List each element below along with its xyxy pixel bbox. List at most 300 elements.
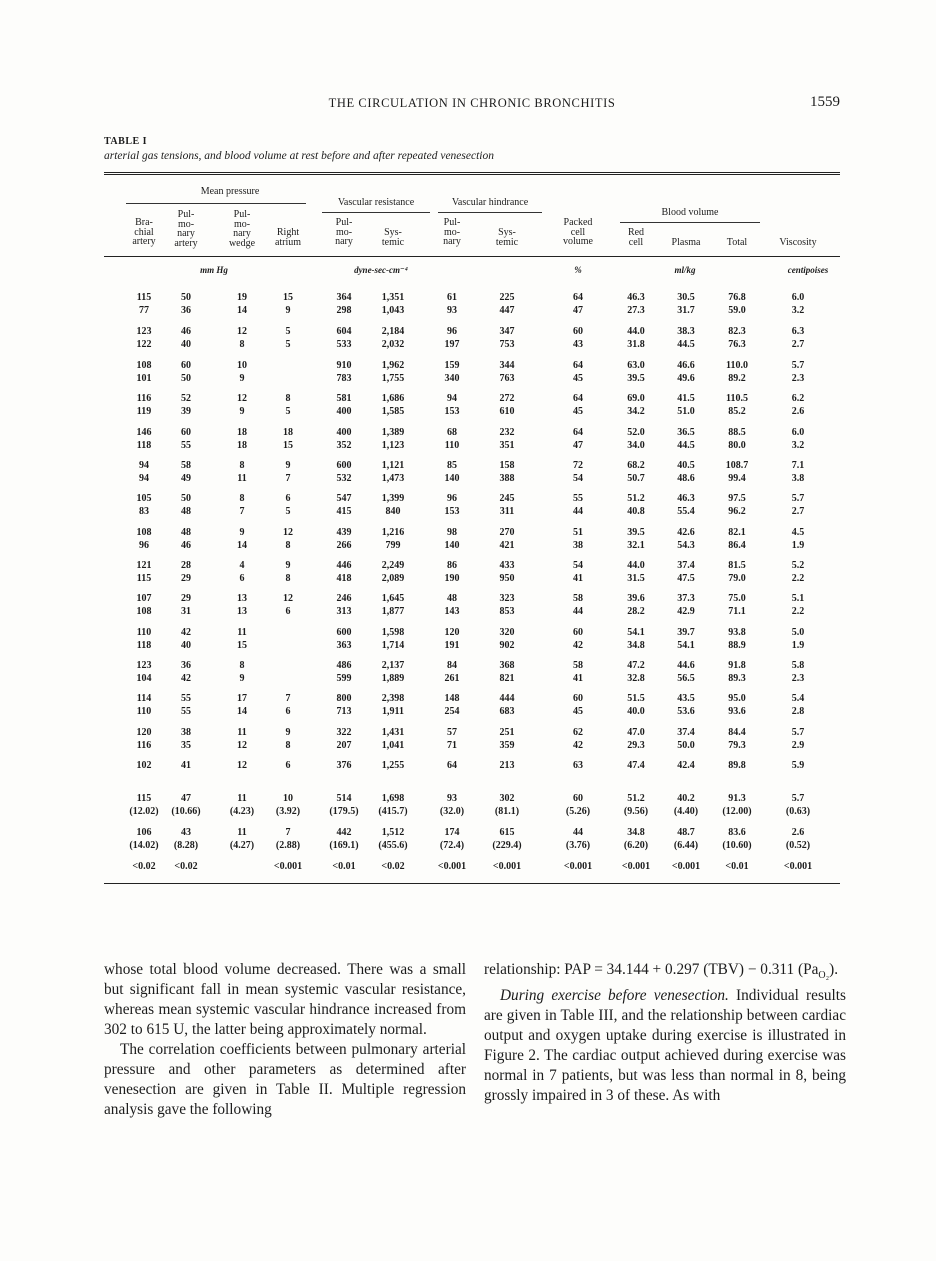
table-cell: 94 [139, 460, 149, 471]
summary-cell: 51.2 [627, 793, 645, 804]
unit-resistance: dyne-sec-cm⁻⁴ [354, 265, 408, 275]
summary-cell: (3.92) [275, 806, 301, 817]
table-cell: 5 [285, 406, 291, 417]
table-cell: 1,877 [381, 606, 405, 617]
table-cell: 9 [285, 560, 291, 571]
summary-cell: <0.01 [332, 861, 356, 872]
summary-cell: 5.7 [791, 793, 805, 804]
table-cell: 95.0 [728, 693, 746, 704]
table-cell: 1,889 [381, 673, 405, 684]
table-cell: 76.3 [728, 339, 746, 350]
table-cell: 84.4 [728, 727, 746, 738]
table-cell: 261 [444, 673, 460, 684]
table-cell: 29 [181, 573, 191, 584]
group-vascular-resistance: Vascular resistance [337, 197, 415, 208]
table-cell: 311 [499, 506, 515, 517]
table-cell: 140 [444, 473, 460, 484]
table-cell: 376 [336, 760, 352, 771]
table-cell: 18 [283, 427, 293, 438]
table-cell: 444 [499, 693, 515, 704]
summary-cell: (32.0) [439, 806, 465, 817]
table-cell: 246 [336, 593, 352, 604]
table-cell: 13 [237, 606, 247, 617]
table-cell: 88.9 [728, 640, 746, 651]
regression-formula [484, 960, 846, 986]
summary-cell: 1,512 [381, 827, 405, 838]
table-cell: 1,041 [381, 740, 405, 751]
table-cell: 213 [499, 760, 515, 771]
table-cell: 80.0 [728, 440, 746, 451]
table-cell: 5.7 [791, 493, 805, 504]
table-cell: 5.1 [791, 593, 805, 604]
table-cell: 8 [239, 339, 245, 350]
table-cell: 421 [499, 540, 515, 551]
table-cell: 123 [136, 660, 152, 671]
table-cell: 93 [447, 305, 457, 316]
summary-cell: (6.20) [623, 840, 649, 851]
table-cell: 37.4 [677, 727, 695, 738]
table-cell: 91.8 [728, 660, 746, 671]
table-cell: 97.5 [728, 493, 746, 504]
summary-cell: (9.56) [623, 806, 649, 817]
table-cell: 110.0 [726, 360, 748, 371]
table-cell: 388 [499, 473, 515, 484]
summary-cell: <0.001 [621, 861, 651, 872]
summary-cell: <0.001 [783, 861, 813, 872]
body-paragraph [484, 986, 846, 1106]
table-cell: 50 [181, 292, 191, 303]
table-cell: 50.0 [677, 740, 695, 751]
table-cell: 9 [239, 527, 245, 538]
table-cell: 49.6 [677, 373, 695, 384]
table-cell: 69.0 [627, 393, 645, 404]
table-cell: 8 [285, 540, 291, 551]
table-cell: 359 [499, 740, 515, 751]
column-header: Right atrium [274, 227, 302, 248]
table-cell: 44.5 [677, 339, 695, 350]
table-cell: 272 [499, 393, 515, 404]
table-cell: 368 [499, 660, 515, 671]
table-cell: 46.3 [677, 493, 695, 504]
table-cell: 1.9 [791, 640, 805, 651]
table-cell: 31.7 [677, 305, 695, 316]
table-cell: 52 [181, 393, 191, 404]
table-cell: 42 [573, 740, 583, 751]
table-cell: 45 [573, 406, 583, 417]
summary-cell: 174 [444, 827, 460, 838]
summary-cell: <0.02 [381, 861, 405, 872]
body-column-right [484, 960, 846, 1106]
table-cell: 6 [285, 706, 291, 717]
table-cell: 37.4 [677, 560, 695, 571]
table-cell: 61 [447, 292, 457, 303]
table-cell: 36.5 [677, 427, 695, 438]
table-cell: 114 [136, 693, 152, 704]
table-cell: 853 [499, 606, 515, 617]
table-cell: 49 [181, 473, 191, 484]
table-cell: 44 [573, 506, 583, 517]
table-cell: 683 [499, 706, 515, 717]
table-cell: 55.4 [677, 506, 695, 517]
table-cell: 52.0 [627, 427, 645, 438]
table-cell: 89.3 [728, 673, 746, 684]
summary-cell: 34.8 [627, 827, 645, 838]
table-cell: 12 [237, 760, 247, 771]
table-cell: 19 [237, 292, 247, 303]
table-cell: 12 [237, 740, 247, 751]
summary-cell: (229.4) [492, 840, 522, 851]
table-cell: 2.7 [791, 506, 805, 517]
table-cell: 89.8 [728, 760, 746, 771]
table-cell: 1,216 [381, 527, 405, 538]
summary-cell: (0.63) [785, 806, 811, 817]
table-cell: 1,686 [381, 393, 405, 404]
summary-cell: (12.00) [722, 806, 752, 817]
table-cell: 88.5 [728, 427, 746, 438]
table-cell: 63.0 [627, 360, 645, 371]
table-cell: 55 [181, 693, 191, 704]
table-cell: 81.5 [728, 560, 746, 571]
table-cell: 783 [336, 373, 352, 384]
table-cell: 158 [499, 460, 515, 471]
table-cell: 298 [336, 305, 352, 316]
unit-volume: ml/kg [674, 265, 696, 275]
table-cell: 254 [444, 706, 460, 717]
table-cell: 5.7 [791, 727, 805, 738]
table-cell: 2.3 [791, 673, 805, 684]
summary-cell: (14.02) [129, 840, 159, 851]
table-cell: 8 [285, 740, 291, 751]
table-cell: 47.5 [677, 573, 695, 584]
table-cell: 43 [573, 339, 583, 350]
table-cell: 207 [336, 740, 352, 751]
table-cell: 54 [573, 560, 583, 571]
table-cell: 400 [336, 406, 352, 417]
table-cell: 153 [444, 506, 460, 517]
summary-cell: (4.23) [229, 806, 255, 817]
table-cell: 32.8 [627, 673, 645, 684]
table-cell: 64 [573, 393, 583, 404]
table-cell: 1,255 [381, 760, 405, 771]
table-cell: 60 [181, 427, 191, 438]
table-cell: 415 [336, 506, 352, 517]
table-cell: 197 [444, 339, 460, 350]
table-cell: 56.5 [677, 673, 695, 684]
table-cell: 5.8 [791, 660, 805, 671]
table-cell: 2.7 [791, 339, 805, 350]
table-cell: 71 [447, 740, 457, 751]
summary-cell: (12.02) [129, 806, 159, 817]
table-cell: 116 [136, 393, 152, 404]
table-cell: 347 [499, 326, 515, 337]
table-cell: 1,962 [381, 360, 405, 371]
column-header: Red cell [627, 227, 645, 248]
summary-cell: 1,698 [381, 793, 405, 804]
table-cell: 713 [336, 706, 352, 717]
table-cell: 320 [499, 627, 515, 638]
table-cell: 41 [573, 573, 583, 584]
table-cell: 48.6 [677, 473, 695, 484]
table-cell: 14 [237, 540, 247, 551]
body-paragraph: whose total blood volume decreased. There was a small but significant fall in mean systemic vascular resistance, whereas mean systemic vascular hindrance increased from 302 to 615 U, the latter being approximately normal. [104, 961, 466, 1038]
table-cell: 12 [237, 326, 247, 337]
table-cell: 115 [136, 292, 152, 303]
summary-cell: 115 [136, 793, 152, 804]
table-cell: 191 [444, 640, 460, 651]
table-cell: 9 [285, 460, 291, 471]
table-cell: 153 [444, 406, 460, 417]
table-cell: 447 [499, 305, 515, 316]
running-head-title: THE CIRCULATION IN CHRONIC BRONCHITIS [328, 96, 616, 110]
summary-cell: 615 [499, 827, 515, 838]
summary-cell: <0.001 [671, 861, 701, 872]
table-cell: 94 [447, 393, 457, 404]
table-cell: 143 [444, 606, 460, 617]
summary-cell: 11 [237, 793, 247, 804]
section-heading: During exercise before venesection. [500, 987, 729, 1005]
table-cell: 600 [336, 460, 352, 471]
table-cell: 110.5 [726, 393, 748, 404]
table-cell: 6.2 [791, 393, 805, 404]
summary-cell: 442 [336, 827, 352, 838]
table-cell: 94 [139, 473, 149, 484]
table-cell: 54.3 [677, 540, 695, 551]
summary-cell: 48.7 [677, 827, 695, 838]
table-cell: 85 [447, 460, 457, 471]
table-cell: 11 [237, 727, 247, 738]
table-cell: 352 [336, 440, 352, 451]
table-cell: 5 [285, 339, 291, 350]
table-cell: 68 [447, 427, 457, 438]
table-cell: 1,121 [381, 460, 405, 471]
page-number: 1559 [810, 94, 840, 110]
table-cell: 34.2 [627, 406, 645, 417]
table-cell: 55 [181, 706, 191, 717]
table-cell: 8 [285, 573, 291, 584]
table-cell: 82.1 [728, 527, 746, 538]
table-cell: 8 [285, 393, 291, 404]
summary-cell: 91.3 [728, 793, 746, 804]
summary-cell: <0.001 [437, 861, 467, 872]
table-cell: 84 [447, 660, 457, 671]
summary-cell: 44 [573, 827, 583, 838]
summary-cell: (81.1) [494, 806, 520, 817]
summary-cell: 11 [237, 827, 247, 838]
table-cell: 40.8 [627, 506, 645, 517]
table-cell: 6 [239, 573, 245, 584]
table-cell: 225 [499, 292, 515, 303]
table-cell: 115 [136, 573, 152, 584]
table-cell: 418 [336, 573, 352, 584]
table-cell: 364 [336, 292, 352, 303]
table-cell: 9 [285, 305, 291, 316]
table-cell: 85.2 [728, 406, 746, 417]
table-cell: 610 [499, 406, 515, 417]
table-cell: 17 [237, 693, 247, 704]
table-caption-text: arterial gas tensions, and blood volume at rest before and after repeated venesection [104, 150, 494, 162]
table-cell: 323 [499, 593, 515, 604]
summary-cell: 7 [285, 827, 291, 838]
table-cell: 116 [136, 740, 152, 751]
column-header: Bra- chial artery [132, 217, 156, 247]
summary-cell: 106 [136, 827, 152, 838]
table-cell: 763 [499, 373, 515, 384]
table-cell: 14 [237, 706, 247, 717]
table-cell: 18 [237, 427, 247, 438]
table-label: TABLE I [104, 136, 148, 147]
table-cell: 1,585 [381, 406, 405, 417]
table-cell: 108 [136, 527, 152, 538]
table-bottom-rule [104, 883, 840, 884]
table-cell: 71.1 [728, 606, 746, 617]
table-cell: 2,032 [381, 339, 405, 350]
table-cell: 902 [499, 640, 515, 651]
column-header: Pul- mo- nary artery [174, 209, 198, 249]
table-cell: 1,645 [381, 593, 405, 604]
table-cell: 79.0 [728, 573, 746, 584]
table-cell: 1,399 [381, 493, 405, 504]
table-cell: 7 [239, 506, 245, 517]
table-cell: 47.4 [627, 760, 645, 771]
body-paragraph: The correlation coefficients between pulmonary arterial pressure and other parameters as determined after venesection are given in Table II. Multiple regression analysis gave the following [104, 1041, 466, 1118]
table-cell: 50 [181, 373, 191, 384]
table-cell: 45 [573, 373, 583, 384]
table-cell: 351 [499, 440, 515, 451]
summary-cell: <0.001 [563, 861, 593, 872]
body-column-left [104, 960, 466, 1120]
table-cell: 1.9 [791, 540, 805, 551]
table-cell: 439 [336, 527, 352, 538]
table-cell: 110 [136, 627, 152, 638]
table-cell: 9 [239, 406, 245, 417]
table-cell: 251 [499, 727, 515, 738]
table-cell: 45 [573, 706, 583, 717]
table-cell: 2,184 [381, 326, 405, 337]
table-cell: 54 [573, 473, 583, 484]
table-cell: 29.3 [627, 740, 645, 751]
table-cell: 1,351 [381, 292, 405, 303]
table-cell: 2.3 [791, 373, 805, 384]
table-cell: 58 [573, 660, 583, 671]
table-cell: 48 [447, 593, 457, 604]
table-cell: 38 [181, 727, 191, 738]
table-cell: 1,473 [381, 473, 405, 484]
table-cell: 64 [573, 360, 583, 371]
table-cell: 120 [444, 627, 460, 638]
table-cell: 38 [573, 540, 583, 551]
table-cell: 270 [499, 527, 515, 538]
table-cell: 2.8 [791, 706, 805, 717]
table-cell: 322 [336, 727, 352, 738]
column-header: Plasma [671, 237, 701, 248]
table-cell: 58 [573, 593, 583, 604]
table-cell: 5.9 [791, 760, 805, 771]
summary-cell: (10.66) [171, 806, 201, 817]
table-cell: 60 [573, 627, 583, 638]
table-cell: 58 [181, 460, 191, 471]
table-cell: 15 [283, 440, 293, 451]
table-cell: 99.4 [728, 473, 746, 484]
table-cell: 604 [336, 326, 352, 337]
table-cell: 110 [136, 706, 152, 717]
summary-cell: (179.5) [329, 806, 359, 817]
table-cell: 54.1 [677, 640, 695, 651]
table-cell: 48 [181, 506, 191, 517]
table-cell: 72 [573, 460, 583, 471]
table-cell: 59.0 [728, 305, 746, 316]
table-cell: 40.5 [677, 460, 695, 471]
table-cell: 118 [136, 640, 152, 651]
table-cell: 57 [447, 727, 457, 738]
summary-cell: (8.28) [173, 840, 199, 851]
table-cell: 51.0 [677, 406, 695, 417]
table-cell: 42.4 [677, 760, 695, 771]
table-cell: 76.8 [728, 292, 746, 303]
table-cell: 39.6 [627, 593, 645, 604]
table-cell: 12 [237, 393, 247, 404]
table-cell: 1,911 [382, 706, 404, 717]
table-cell: 600 [336, 627, 352, 638]
table-cell: 433 [499, 560, 515, 571]
table-cell: 146 [136, 427, 152, 438]
table-cell: 266 [336, 540, 352, 551]
table-cell: 122 [136, 339, 152, 350]
table-cell: 30.5 [677, 292, 695, 303]
summary-cell: (415.7) [378, 806, 408, 817]
summary-cell: 10 [283, 793, 293, 804]
table-cell: 36 [181, 305, 191, 316]
table-cell: 9 [239, 373, 245, 384]
table-cell: 140 [444, 540, 460, 551]
table-cell: 7.1 [791, 460, 805, 471]
table-cell: 2.2 [791, 573, 805, 584]
column-header: Sys- temic [495, 227, 519, 248]
table-cell: 363 [336, 640, 352, 651]
table-cell: 53.6 [677, 706, 695, 717]
table-cell: 38.3 [677, 326, 695, 337]
table-cell: 400 [336, 427, 352, 438]
summary-cell: 514 [336, 793, 352, 804]
table-cell: 3.8 [791, 473, 805, 484]
table-cell: 5.0 [791, 627, 805, 638]
summary-cell: <0.001 [273, 861, 303, 872]
summary-cell: 93 [447, 793, 457, 804]
table-cell: 51 [573, 527, 583, 538]
formula-subscript: O₂ [818, 970, 830, 982]
table-cell: 1,598 [381, 627, 405, 638]
table-cell: 44.0 [627, 326, 645, 337]
table-cell: 75.0 [728, 593, 746, 604]
table-cell: 1,043 [381, 305, 405, 316]
table-cell: 486 [336, 660, 352, 671]
table-cell: 31.5 [627, 573, 645, 584]
table-cell: 148 [444, 693, 460, 704]
table-cell: 39 [181, 406, 191, 417]
table-cell: 42.6 [677, 527, 695, 538]
table-cell: 108.7 [725, 460, 749, 471]
table-cell: 83 [139, 506, 149, 517]
table-cell: 98 [447, 527, 457, 538]
table-cell: 42 [573, 640, 583, 651]
table-cell: 121 [136, 560, 152, 571]
summary-cell: (6.44) [673, 840, 699, 851]
table-cell: 63 [573, 760, 583, 771]
table-cell: 5 [285, 506, 291, 517]
table-cell: 532 [336, 473, 352, 484]
table-cell: 34.0 [627, 440, 645, 451]
table-cell: 42.9 [677, 606, 695, 617]
table-cell: 118 [136, 440, 152, 451]
